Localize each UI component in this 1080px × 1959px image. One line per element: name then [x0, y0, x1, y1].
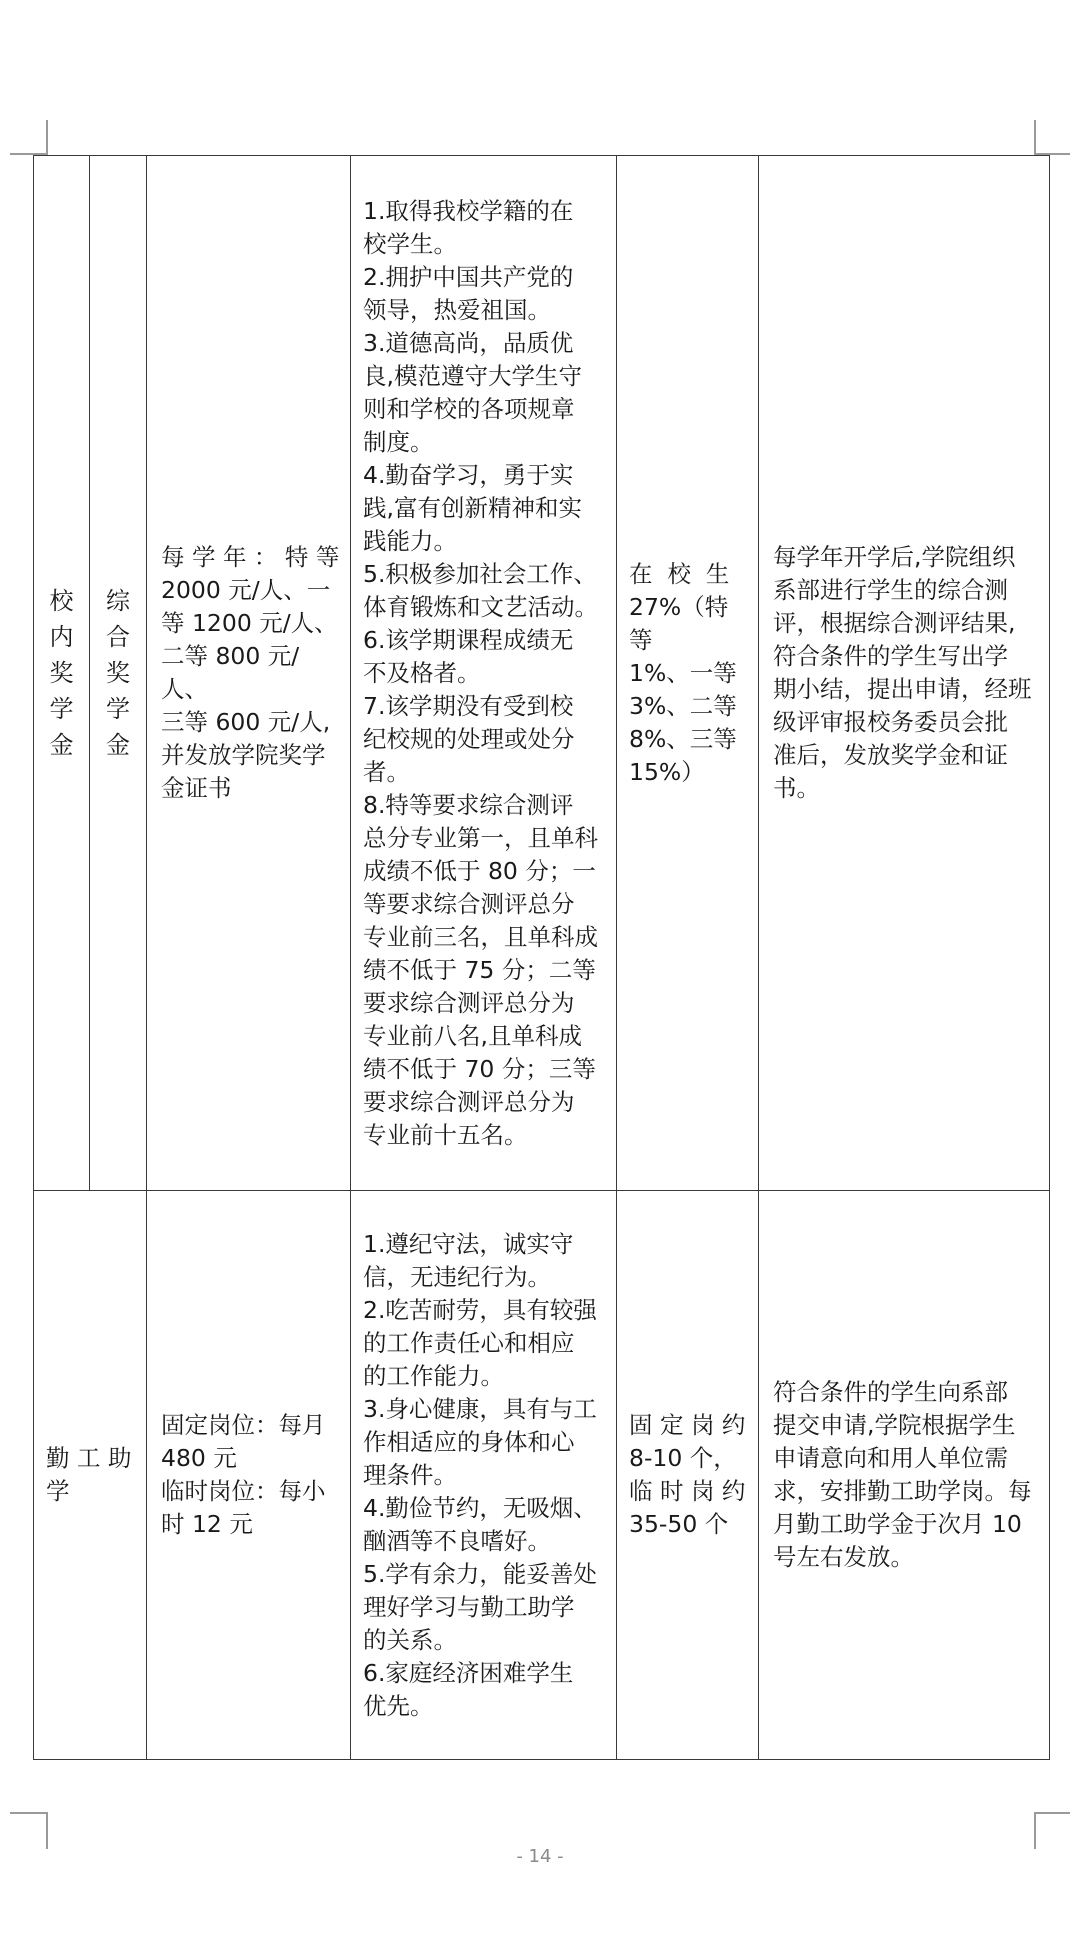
procedure-line: 提交申请,学院根据学生	[773, 1411, 1016, 1439]
condition-line: 理条件。	[363, 1460, 457, 1489]
procedure-line: 评，根据综合测评结果,	[773, 609, 1016, 637]
condition-line: 制度。	[363, 427, 434, 456]
name-cell-comprehensive-scholarship	[90, 156, 147, 1191]
procedure-cell	[759, 156, 1050, 1191]
condition-line: 理好学习与勤工助学	[363, 1592, 575, 1621]
condition-line: 3.道德高尚，品质优	[363, 328, 574, 357]
amount-line: 480 元	[161, 1444, 237, 1472]
condition-line: 专业前十五名。	[363, 1120, 528, 1149]
crop-mark-bottom-right-vertical	[1034, 1812, 1036, 1849]
condition-line: 5.积极参加社会工作、	[363, 559, 597, 588]
condition-line: 6.该学期课程成绩无	[363, 625, 574, 654]
condition-line: 体育锻炼和文艺活动。	[363, 592, 598, 621]
condition-line: 领导，热爱祖国。	[363, 295, 551, 324]
procedure-line: 级评审报校务委员会批	[773, 708, 1008, 736]
quota-cell	[617, 156, 759, 1191]
condition-line: 4.勤奋学习，勇于实	[363, 460, 574, 489]
condition-line: 要求综合测评总分为	[363, 1087, 575, 1116]
quota-line: 在 校 生	[629, 559, 730, 588]
amount-line: 金证书	[161, 774, 232, 802]
procedure-line: 符合条件的学生向系部	[773, 1378, 1008, 1406]
amount-line: 等 1200 元/人、	[161, 609, 338, 637]
condition-line: 绩不低于 70 分；三等	[363, 1054, 596, 1083]
condition-line: 酗酒等不良嗜好。	[363, 1526, 551, 1555]
condition-line: 3.身心健康，具有与工	[363, 1394, 597, 1423]
quota-line: 15%）	[629, 757, 705, 786]
name-char: 金	[106, 731, 130, 759]
condition-line: 1.遵纪守法，诚实守	[363, 1229, 574, 1258]
category-char: 学	[49, 695, 74, 723]
procedure-line: 准后，发放奖学金和证	[773, 741, 1008, 769]
condition-line: 要求综合测评总分为	[363, 988, 575, 1017]
condition-line: 践能力。	[363, 526, 457, 555]
amount-line: 2000 元/人、一	[161, 576, 331, 604]
category-char: 校	[49, 587, 74, 615]
quota-line: 3%、二等	[629, 691, 737, 720]
procedure-line: 号左右发放。	[773, 1543, 914, 1571]
condition-line: 5.学有余力，能妥善处	[363, 1559, 597, 1588]
condition-line: 2.吃苦耐劳，具有较强	[363, 1295, 597, 1324]
table-row-comprehensive-scholarship	[34, 156, 1050, 1191]
procedure-line: 每学年开学后,学院组织	[773, 543, 1016, 571]
amount-line: 三等 600 元/人,	[161, 708, 331, 736]
condition-line: 4.勤俭节约，无吸烟、	[363, 1493, 597, 1522]
condition-line: 作相适应的身体和心	[363, 1427, 575, 1456]
category-line: 学	[46, 1477, 70, 1505]
condition-line: 不及格者。	[363, 658, 481, 687]
category-char: 奖	[49, 659, 74, 687]
condition-line: 成绩不低于 80 分；一	[363, 856, 596, 885]
crop-mark-bottom-left-vertical	[46, 1812, 48, 1849]
amount-line: 临时岗位：每小	[161, 1477, 326, 1505]
condition-line: 6.家庭经济困难学生	[363, 1658, 574, 1687]
amount-line: 二等 800 元/人、	[161, 642, 300, 703]
category-cell-campus-scholarship	[34, 156, 90, 1191]
crop-mark-top-left-vertical	[46, 120, 48, 155]
page-number: - 14 -	[516, 1846, 564, 1867]
condition-line: 总分专业第一，且单科	[363, 823, 598, 852]
procedure-line: 符合条件的学生写出学	[773, 642, 1008, 670]
condition-line: 践,富有创新精神和实	[363, 493, 582, 522]
procedure-line: 申请意向和用人单位需	[773, 1444, 1008, 1472]
crop-mark-bottom-right-horizontal	[1034, 1812, 1070, 1814]
procedure-line: 书。	[773, 774, 820, 802]
condition-line: 8.特等要求综合测评	[363, 790, 574, 819]
crop-mark-bottom-left-horizontal	[10, 1812, 47, 1814]
conditions-cell	[351, 1191, 617, 1760]
name-char: 学	[106, 695, 130, 723]
name-char: 合	[106, 623, 130, 651]
quota-line: 1%、一等	[629, 658, 737, 687]
amount-line: 固定岗位：每月	[161, 1411, 326, 1439]
procedure-line: 期小结，提出申请，经班	[773, 675, 1032, 703]
procedure-line: 系部进行学生的综合测	[773, 576, 1008, 604]
condition-line: 绩不低于 75 分；二等	[363, 955, 596, 984]
quota-line: 27%（特等	[629, 592, 729, 654]
condition-line: 等要求综合测评总分	[363, 889, 575, 918]
condition-line: 的工作责任心和相应	[363, 1328, 575, 1357]
condition-line: 信，无违纪行为。	[363, 1262, 551, 1291]
condition-line: 专业前三名，且单科成	[363, 922, 598, 951]
conditions-cell	[351, 156, 617, 1191]
category-char: 金	[49, 731, 74, 759]
quota-cell	[617, 1191, 759, 1760]
category-line: 勤 工 助	[46, 1444, 132, 1472]
condition-line: 者。	[363, 757, 410, 786]
amount-line: 并发放学院奖学	[161, 741, 326, 769]
amount-cell	[147, 156, 351, 1191]
name-char: 奖	[106, 659, 130, 687]
condition-line: 2.拥护中国共产党的	[363, 262, 574, 291]
category-cell-work-study	[34, 1191, 147, 1760]
condition-line: 的关系。	[363, 1625, 457, 1654]
quota-line: 8%、三等	[629, 724, 737, 753]
quota-line: 8-10 个，	[629, 1444, 737, 1472]
table-row-work-study	[34, 1191, 1050, 1760]
crop-mark-top-right-vertical	[1034, 120, 1036, 155]
amount-line: 时 12 元	[161, 1510, 253, 1538]
amount-line: 每 学 年 ： 特 等	[161, 543, 340, 571]
category-char: 内	[49, 623, 74, 651]
scholarship-table	[33, 155, 1050, 1760]
condition-line: 则和学校的各项规章	[363, 394, 575, 423]
condition-line: 1.取得我校学籍的在	[363, 196, 574, 225]
quota-line: 固 定 岗 约	[629, 1411, 746, 1439]
condition-line: 校学生。	[363, 229, 457, 258]
condition-line: 优先。	[363, 1691, 434, 1720]
procedure-line: 月勤工助学金于次月 10	[773, 1510, 1022, 1538]
amount-cell	[147, 1191, 351, 1760]
procedure-line: 求，安排勤工助学岗。每	[773, 1477, 1032, 1505]
condition-line: 纪校规的处理或处分	[363, 724, 575, 753]
condition-line: 良,模范遵守大学生守	[363, 361, 582, 390]
procedure-cell	[759, 1191, 1050, 1760]
condition-line: 的工作能力。	[363, 1361, 504, 1390]
name-char: 综	[106, 587, 130, 615]
condition-line: 7.该学期没有受到校	[363, 691, 574, 720]
quota-line: 临 时 岗 约	[629, 1477, 746, 1505]
quota-line: 35-50 个	[629, 1510, 729, 1538]
condition-line: 专业前八名,且单科成	[363, 1021, 582, 1050]
